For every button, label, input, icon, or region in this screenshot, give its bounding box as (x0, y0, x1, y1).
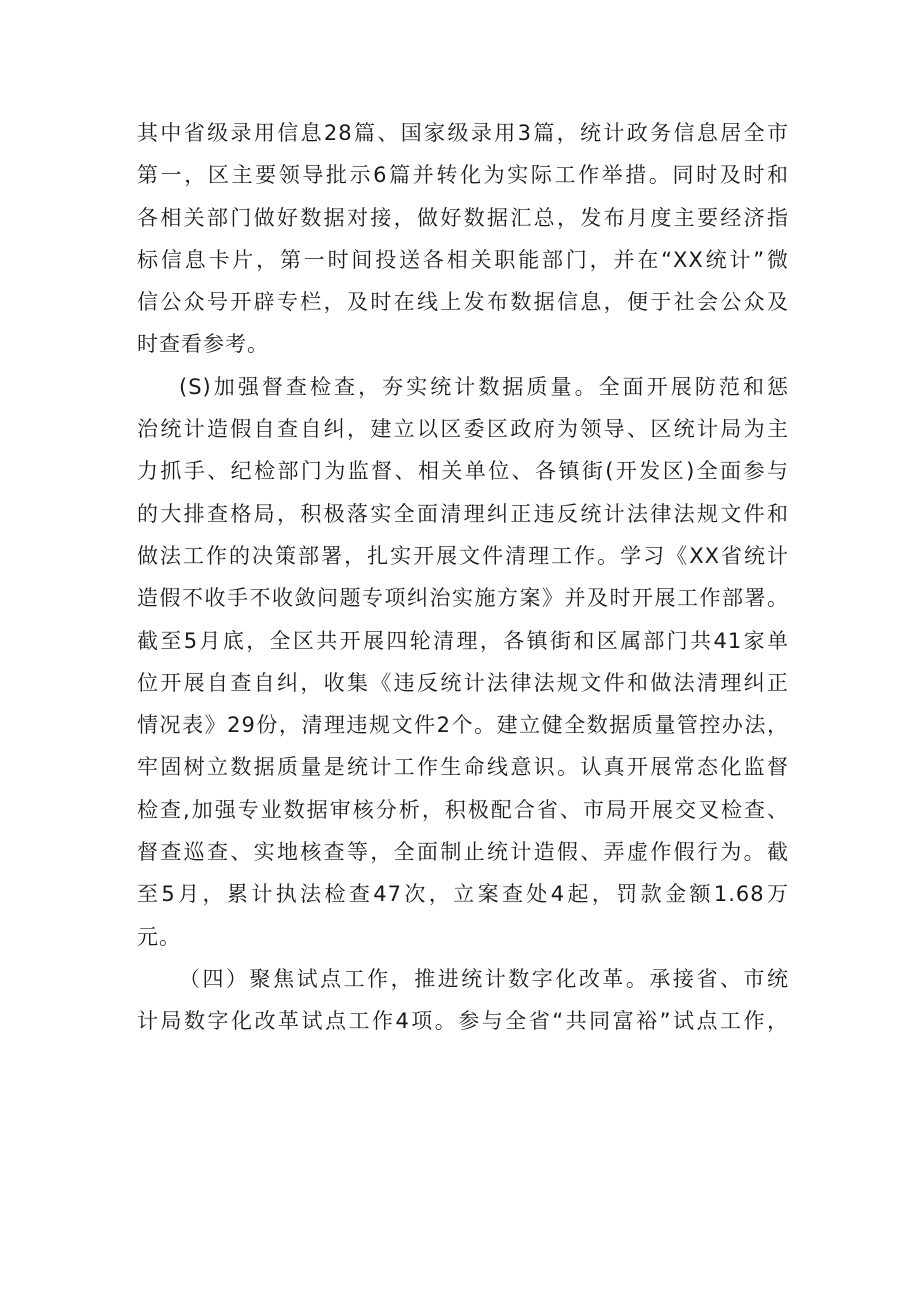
text-line: 造假不收手不收敛问题专项纠治实施方案》并及时开展工作部署。 (137, 586, 789, 611)
section-heading-line: (S)加强督查检查，夯实统计数据质量。全面开展防范和惩 (179, 374, 789, 399)
text-line: 第一，区主要领导批示6篇并转化为实际工作举措。同时及时和 (137, 163, 789, 188)
section-heading-line: （四）聚焦试点工作，推进统计数字化改革。承接省、市统 (179, 966, 789, 991)
text-line: 情况表》29份，清理违规文件2个。建立健全数据质量管控办法， (137, 713, 789, 738)
text-line: 至5月，累计执法检查47次，立案查处4起，罚款金额1.68万 (137, 882, 789, 907)
text-line: 治统计造假自查自纠，建立以区委区政府为领导、区统计局为主 (137, 417, 789, 442)
text-line: 各相关部门做好数据对接，做好数据汇总，发布月度主要经济指 (137, 205, 789, 230)
text-line: 元。 (137, 924, 181, 949)
text-line: 做法工作的决策部署，扎实开展文件清理工作。学习《XX省统计 (137, 543, 789, 568)
text-line: 时查看参考。 (137, 332, 269, 357)
text-line: 检查,加强专业数据审核分析，积极配合省、市局开展交叉检查、 (137, 797, 789, 822)
text-line: 标信息卡片，第一时间投送各相关职能部门，并在“XX统计”微 (137, 247, 789, 272)
text-line: 督查巡查、实地核查等，全面制止统计造假、弄虚作假行为。截 (137, 840, 789, 865)
text-line: 其中省级录用信息28篇、国家级录用3篇，统计政务信息居全市 (137, 121, 789, 145)
text-line: 截至5月底，全区共开展四轮清理，各镇街和区属部门共41家单 (137, 628, 789, 653)
text-line: 位开展自查自纠，收集《违反统计法律法规文件和做法清理纠正 (137, 670, 789, 695)
text-line: 的大排查格局，积极落实全面清理纠正违反统计法律法规文件和 (137, 501, 789, 526)
text-line: 力抓手、纪检部门为监督、相关单位、各镇街(开发区)全面参与 (137, 459, 789, 484)
text-line: 信公众号开辟专栏，及时在线上发布数据信息，便于社会公众及 (137, 290, 789, 315)
document-body (137, 112, 789, 1043)
text-line: 计局数字化改革试点工作4项。参与全省“共同富裕”试点工作， (137, 1009, 789, 1034)
text-line: 牢固树立数据质量是统计工作生命线意识。认真开展常态化监督 (137, 755, 789, 780)
